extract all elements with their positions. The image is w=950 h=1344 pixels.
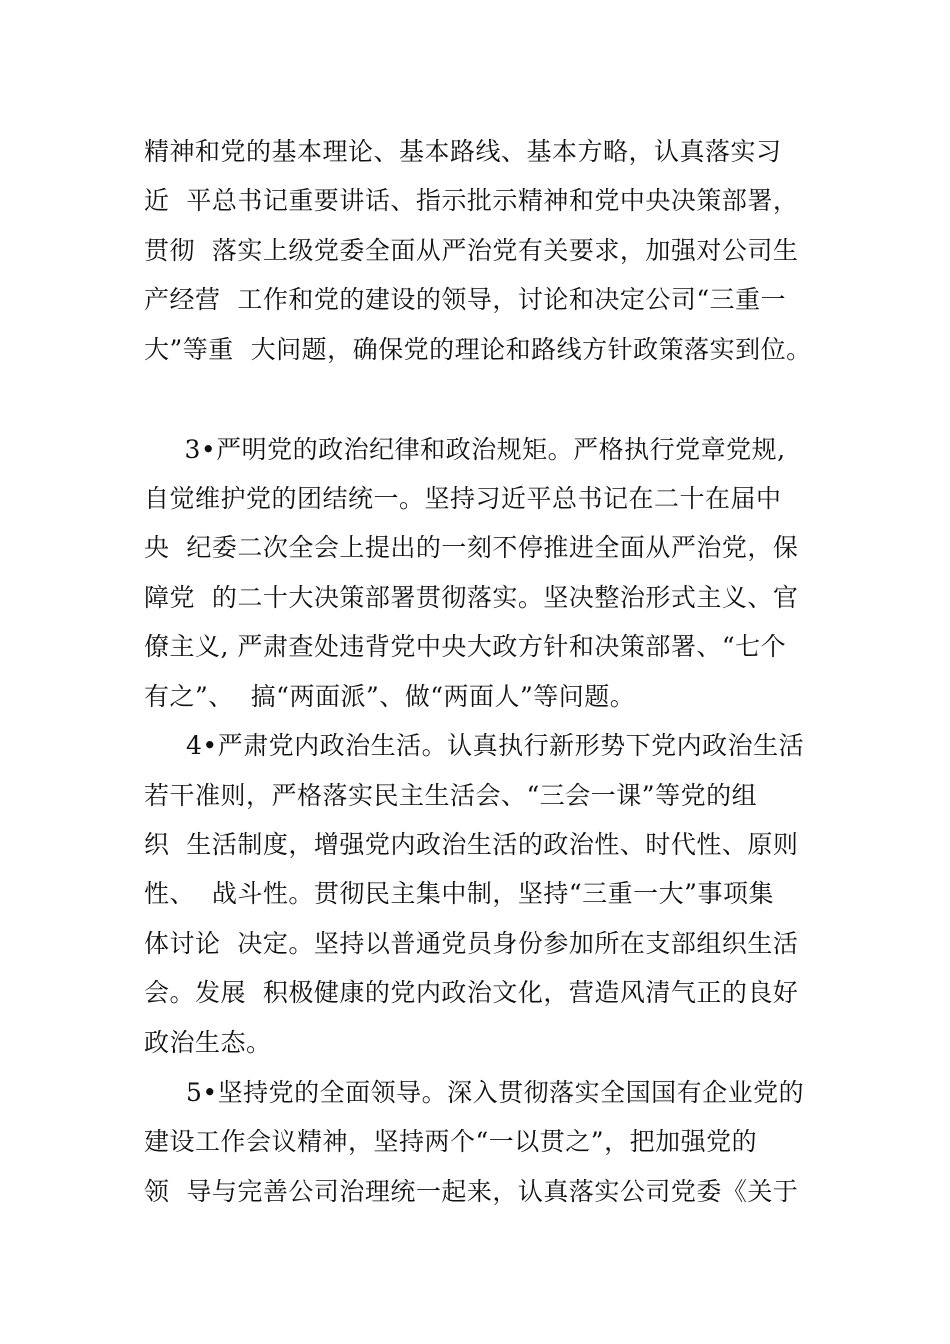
text-line: 体讨论 决定。坚持以普通党员身份参加所在支部组织生活 [144,929,799,958]
text-line: 障党 的二十大决策部署贯彻落实。坚决整治形式主义、官 [144,583,799,612]
text-line: 贯彻 落实上级党委全面从严治党有关要求，加强对公司生 [144,236,799,265]
text-line: 会。发展 积极健康的党内政治文化，营造风清气正的良好 [144,978,799,1007]
text-line: 建设工作会议精神，坚持两个“一以贯之”，把加强党的 [144,1127,758,1156]
text-line: 性、 战斗性。贯彻民主集中制，坚持“三重一大”事项集 [144,879,774,908]
section-3-heading-line: 3•严明党的政治纪律和政治规矩。严格执行党章党规, [176,435,786,464]
text-line: 自觉维护党的团结统一。坚持习近平总书记在二十在届中 [144,484,782,513]
text-line: 精神和党的基本理论、基本路线、基本方略，认真落实习 [144,137,782,166]
text-line: 产经营 工作和党的建设的领导，讨论和决定公司“三重一 [144,285,787,314]
text-line: 央 纪委二次全会上提出的一刻不停推进全面从严治党，保 [144,533,799,562]
text-line: 织 生活制度，增强党内政治生活的政治性、时代性、原则 [144,830,799,859]
text-line: 若干准则，严格落实民主生活会、“三会一课”等党的组 [144,781,758,810]
section-5-heading-line: 5•坚持党的全面领导。深入贯彻落实全国国有企业党的 [186,1078,805,1107]
text-line: 近 平总书记重要讲话、指示批示精神和党中央决策部署， [144,186,799,215]
text-line: 大”等重 大问题，确保党的理论和路线方针政策落实到位。 [144,335,812,364]
text-line: 领 导与完善公司治理统一起来，认真落实公司党委《关于 [144,1177,799,1206]
text-line: 有之”、 搞“两面派”、做“两面人”等问题。 [144,682,636,711]
text-line: 僚主义, 严肃查处违背党中央大政方针和决策部署、“七个 [144,632,787,661]
section-4-heading-line: 4•严肃党内政治生活。认真执行新形势下党内政治生活 [186,731,805,760]
text-line: 政治生态。 [144,1028,272,1057]
